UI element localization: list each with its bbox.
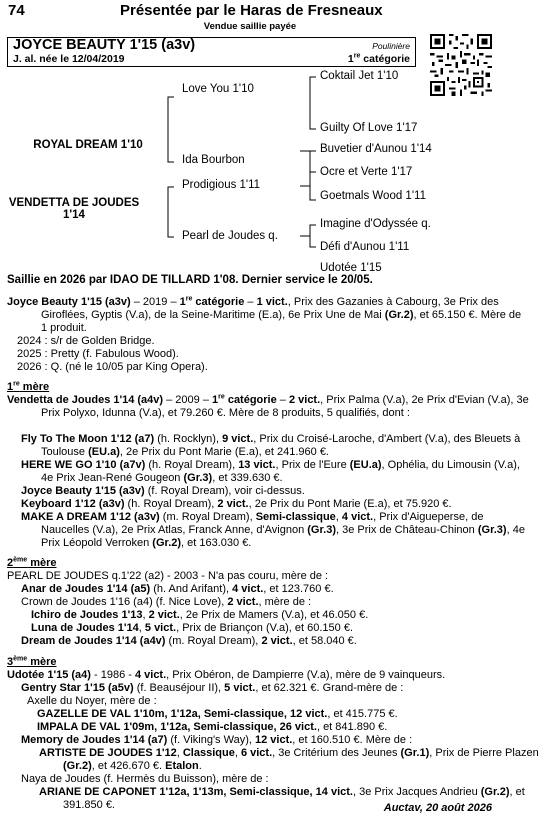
presenter-title: Présentée par le Haras de Fresneaux <box>120 2 383 19</box>
own-record: Joyce Beauty 1'15 (a3v) – 2019 – 1re catégorie – 1 vict., Prix des Gazanies à Cabourg, 3e Prix des Giroflées, Gyptis (V.a), de la Seine-Maritime (E.a), 6e Prix Une de Mai (Gr.2), et 65.150 €. Mère de 1 produit. <box>7 295 522 334</box>
pedigree-gen3-item: Udotée 1'15 <box>320 262 382 274</box>
pedigree-gen3-item: Buvetier d'Aunou 1'14 <box>320 143 432 155</box>
list-item: Memory de Joudes 1'14 (a7) (f. Viking's Way), 12 vict., et 160.510 €. Mère de : <box>21 734 413 746</box>
horse-birth: J. al. née le 12/04/2019 <box>13 53 125 65</box>
own-produce-list <box>7 335 505 374</box>
list-item: Crown de Joudes 1'16 (a4) (f. Nice Love), 2 vict., mère de : <box>21 596 312 608</box>
third-dam-record: Udotée 1'15 (a4) - 1986 - 4 vict., Prix Obéron, de Dampierre (V.a), mère de 9 vainqueurs. <box>7 669 446 681</box>
pedigree-sire-sire: Love You 1'10 <box>182 83 254 95</box>
list-item: Ichiro de Joudes 1'13, 2 vict., 2e Prix de Mamers (V.a), et 46.050 €. <box>31 609 369 621</box>
list-item: 2025 : Pretty (f. Fabulous Wood). <box>17 348 179 360</box>
horse-name: JOYCE BEAUTY 1'15 (a3v) <box>13 37 196 53</box>
pedigree-dam-dam: Pearl de Joudes q. <box>182 230 278 242</box>
list-item: Luna de Joudes 1'14, 5 vict., Prix de Briançon (V.a), et 60.150 €. <box>31 622 353 634</box>
horse-type: Poulinière <box>372 41 410 51</box>
second-dam-record: PEARL DE JOUDES q.1'22 (a2) - 2003 - N'a pas couru, mère de : <box>7 570 329 582</box>
second-dam-heading: 2ème mère <box>7 556 57 569</box>
list-item: Dream de Joudes 1'14 (a4v) (m. Royal Dream), 2 vict., et 58.040 €. <box>21 635 357 647</box>
first-dam-record: Vendetta de Joudes 1'14 (a4v) – 2009 – 1re catégorie – 2 vict., Prix Palma (V.a), 2e Prix d'Evian (V.a), 3e Prix Polyxo, Idunna (V.a), et 79.260 €. Mère de 8 produits, 5 qualifiés, dont : <box>7 393 529 419</box>
sale-note: Vendue saillie payée <box>203 21 297 32</box>
list-item: Anar de Joudes 1'14 (a5) (h. And Arifant), 4 vict., et 123.760 €. <box>21 583 334 595</box>
horse-category: 1re catégorie <box>347 52 410 65</box>
list-item: IMPALA DE VAL 1'09m, 1'12a, Semi-classique, 26 vict., et 841.890 €. <box>37 721 388 733</box>
list-item: 2026 : Q. (né le 10/05 par King Opera). <box>17 361 208 373</box>
list-item: HERE WE GO 1'10 (a7v) (h. Royal Dream), 13 vict., Prix de l'Eure (EU.a), Ophélia, du Limousin (V.a), 4e Prix Jean-René Gougeon (Gr.3), et 339.630 €. <box>21 459 520 484</box>
signature-line: Auctav, 20 août 2026 <box>383 802 492 814</box>
lot-number: 74 <box>8 2 25 19</box>
list-item: Axelle du Noyer, mère de : <box>27 695 157 707</box>
list-item: ARTISTE DE JOUDES 1'12, Classique, 6 vict., 3e Critérium des Jeunes (Gr.1), Prix de Pierre Plazen (Gr.2), et 426.670 €. Etalon. <box>39 747 539 772</box>
pedigree-gen3-item: Ocre et Verte 1'17 <box>320 166 413 178</box>
service-line: Saillie en 2026 par IDAO DE TILLARD 1'08. Dernier service le 20/05. <box>7 274 373 286</box>
list-item: Joyce Beauty 1'15 (a3v) (f. Royal Dream), voir ci-dessus. <box>21 485 305 497</box>
pedigree-dam-sire: Prodigious 1'11 <box>182 179 261 191</box>
list-item: Fly To The Moon 1'12 (a7) (h. Rocklyn), 9 vict., Prix du Croisé-Laroche, d'Ambert (V.a), des Bleuets à Toulouse (EU.a), 2e Prix du Pont Marie (E.a), et 241.960 €. <box>21 433 521 458</box>
pedigree-sire-dam: Ida Bourbon <box>182 154 245 166</box>
pedigree-sire: ROYAL DREAM 1'10 <box>33 139 143 151</box>
list-item: 2024 : s/r de Golden Bridge. <box>17 335 155 347</box>
pedigree-gen3-item: Goetmals Wood 1'11 <box>320 190 426 202</box>
list-item: ARIANE DE CAPONET 1'12a, 1'13m, Semi-classique, 14 vict., 3e Prix Jacques Andrieu (Gr.2), et 391.850 €. <box>39 786 525 811</box>
list-item: MAKE A DREAM 1'12 (a3v) (m. Royal Dream), Semi-classique, 4 vict., Prix d'Aigueperse, de Naucelles (V.a), 2e Prix Atlas, Franck Anne, d'Avignon (Gr.3), 3e Prix de Château-Chinon (Gr.3), 4e Prix Léopold Verroken (Gr.2), et 163.030 €. <box>21 511 525 549</box>
list-item: Naya de Joudes (f. Hermès du Buisson), mère de : <box>21 773 269 785</box>
pedigree-dam: VENDETTA DE JOUDES 1'14 <box>8 197 140 221</box>
third-dam-heading: 3ème mère <box>7 655 57 668</box>
pedigree-gen3-item: Coktail Jet 1'10 <box>320 70 399 82</box>
pedigree-gen3-item: Guilty Of Love 1'17 <box>320 122 418 134</box>
pedigree-gen3-item: Imagine d'Odyssée q. <box>320 218 431 230</box>
pedigree-gen3-item: Défi d'Aunou 1'11 <box>320 241 410 253</box>
list-item: Gentry Star 1'15 (a5v) (f. Beauséjour II), 5 vict., et 62.321 €. Grand-mère de : <box>21 682 404 694</box>
first-dam-heading: 1re mère <box>7 380 50 393</box>
list-item: GAZELLE DE VAL 1'10m, 1'12a, Semi-classique, 12 vict., et 415.775 €. <box>37 708 398 720</box>
list-item: Keyboard 1'12 (a3v) (h. Royal Dream), 2 vict., 2e Prix du Pont Marie (E.a), et 75.920 €. <box>21 498 452 510</box>
